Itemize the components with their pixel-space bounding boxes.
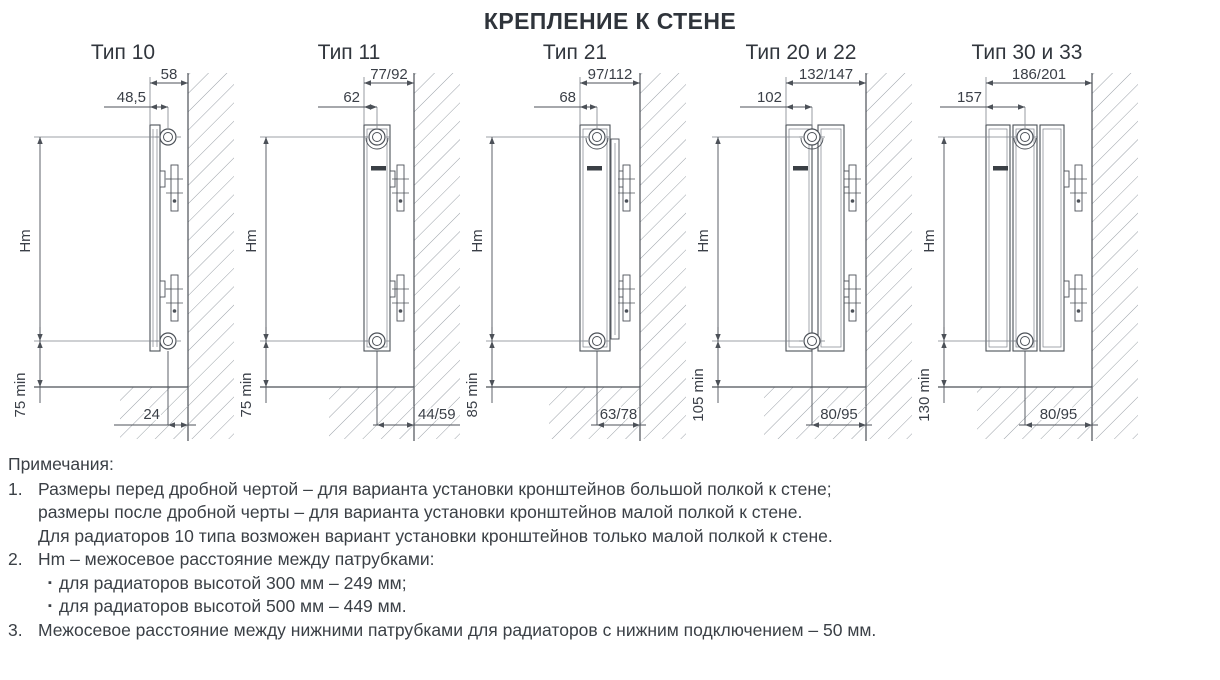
type-11-label: Тип 11 (317, 41, 381, 64)
bullet-square-icon: ▪ (48, 600, 52, 612)
radiator-body (150, 125, 160, 351)
note-2-bullet-1-text: для радиаторов высотой 300 мм – 249 мм; (58, 572, 407, 593)
radiator-mount-diagram-type-30-33 (914, 69, 1140, 447)
wall (414, 73, 460, 441)
dim-height-label: Hm (695, 229, 712, 253)
wall-bracket (844, 275, 861, 321)
dimensions (486, 77, 646, 428)
dim-depth-total-label: 77/92 (370, 69, 408, 83)
dim-bottom-offset-label: 24 (143, 406, 160, 423)
brand-logo (371, 166, 386, 171)
brand-logo (993, 166, 1008, 171)
wall-bracket (390, 165, 409, 211)
dim-bottom-offset-label: 44/59 (418, 406, 456, 423)
wall-bracket (1064, 275, 1087, 321)
type-10-label: Тип 10 (90, 41, 156, 64)
floor (260, 387, 414, 439)
wall (866, 73, 912, 441)
radiator-body (580, 125, 619, 351)
type-30-33-label: Тип 30 и 33 (971, 41, 1083, 64)
radiator-mount-diagram-type-11 (236, 69, 462, 447)
type-20-22-label: Тип 20 и 22 (745, 41, 857, 64)
dim-height-label: Hm (921, 229, 938, 253)
diagram-type-20-22 (688, 39, 914, 447)
dim-depth-to-pipe-label: 62 (343, 89, 360, 106)
dim-floor-clearance-label: 75 min (238, 372, 255, 418)
radiator-body (786, 125, 844, 351)
note-1-number: 1. (8, 478, 23, 499)
note-2-bullet-2-text: для радиаторов высотой 500 мм – 449 мм. (58, 596, 407, 616)
note-2-bullet-1 (48, 572, 1220, 596)
dim-floor-clearance-label: 75 min (12, 372, 29, 418)
radiator-mount-diagram-type-20-22 (688, 69, 914, 447)
note-2-line-1: Hm – межосевое расстояние между патрубками: (38, 549, 435, 569)
page-title: КРЕПЛЕНИЕ К СТЕНЕ (483, 8, 737, 34)
wall (1092, 73, 1138, 441)
type-21-label: Тип 21 (542, 41, 608, 64)
dim-depth-to-pipe-label: 102 (756, 89, 782, 106)
dim-bottom-offset-label: 80/95 (820, 406, 858, 423)
wall-bracket (1064, 165, 1087, 211)
note-3-number: 3. (8, 619, 23, 640)
radiator-body (364, 125, 390, 351)
dim-floor-clearance-label: 105 min (690, 368, 707, 422)
note-item-3 (8, 619, 1220, 643)
dim-height-label: Hm (469, 229, 486, 253)
diagrams-row (10, 39, 1140, 447)
wall (640, 73, 686, 441)
radiator-mount-diagram-type-10 (10, 69, 236, 447)
note-1-line-1: Размеры перед дробной чертой – для варианта установки кронштейнов большой полкой к стене; (38, 478, 832, 499)
dim-height-label: Hm (243, 229, 260, 253)
dim-depth-total-label: 97/112 (587, 69, 633, 83)
wall-bracket (160, 165, 183, 211)
wall-bracket (390, 275, 409, 321)
dim-depth-total-label: 186/201 (1011, 69, 1067, 83)
diagram-type-21 (462, 39, 688, 447)
note-3-line-1: Межосевое расстояние между нижними патрубками для радиаторов с нижним подключением – 50 мм. (38, 619, 877, 640)
note-item-1 (8, 478, 1220, 549)
note-2-number: 2. (8, 549, 23, 569)
dim-depth-to-pipe-label: 68 (559, 89, 576, 106)
wall (188, 73, 234, 441)
diagram-type-30-33 (914, 39, 1140, 447)
dim-bottom-offset-label: 63/78 (599, 406, 638, 423)
dim-depth-to-pipe-label: 157 (956, 89, 982, 106)
dim-depth-to-pipe-label: 48,5 (116, 89, 146, 106)
notes-section (8, 453, 1220, 642)
note-1-line-2: размеры после дробной черты – для варианта установки кронштейнов малой полкой к стене. (38, 502, 803, 522)
dim-depth-total-label: 58 (160, 69, 178, 83)
floor (34, 387, 188, 439)
wall-bracket (844, 165, 861, 211)
brand-logo (587, 166, 602, 171)
notes-heading: Примечания: (8, 454, 114, 474)
dim-bottom-offset-label: 80/95 (1039, 406, 1078, 423)
diagram-type-11 (236, 39, 462, 447)
wall-bracket (160, 275, 183, 321)
radiator-mount-diagram-type-21 (462, 69, 688, 447)
note-item-2 (8, 548, 1220, 619)
dim-floor-clearance-label: 130 min (916, 368, 933, 422)
wall-bracket (618, 275, 635, 321)
wall-bracket (618, 165, 635, 211)
radiator-body (986, 125, 1064, 351)
dim-floor-clearance-label: 85 min (464, 372, 481, 418)
dim-depth-total-label: 132/147 (798, 69, 854, 83)
brand-logo (793, 166, 808, 171)
note-1-line-3: Для радиаторов 10 типа возможен вариант установки кронштейнов только малой полкой к стене. (38, 525, 833, 546)
diagram-type-10 (10, 39, 236, 447)
note-2-bullet-2 (48, 595, 1220, 619)
dim-height-label: Hm (17, 229, 34, 253)
bullet-square-icon: ▪ (48, 576, 52, 589)
